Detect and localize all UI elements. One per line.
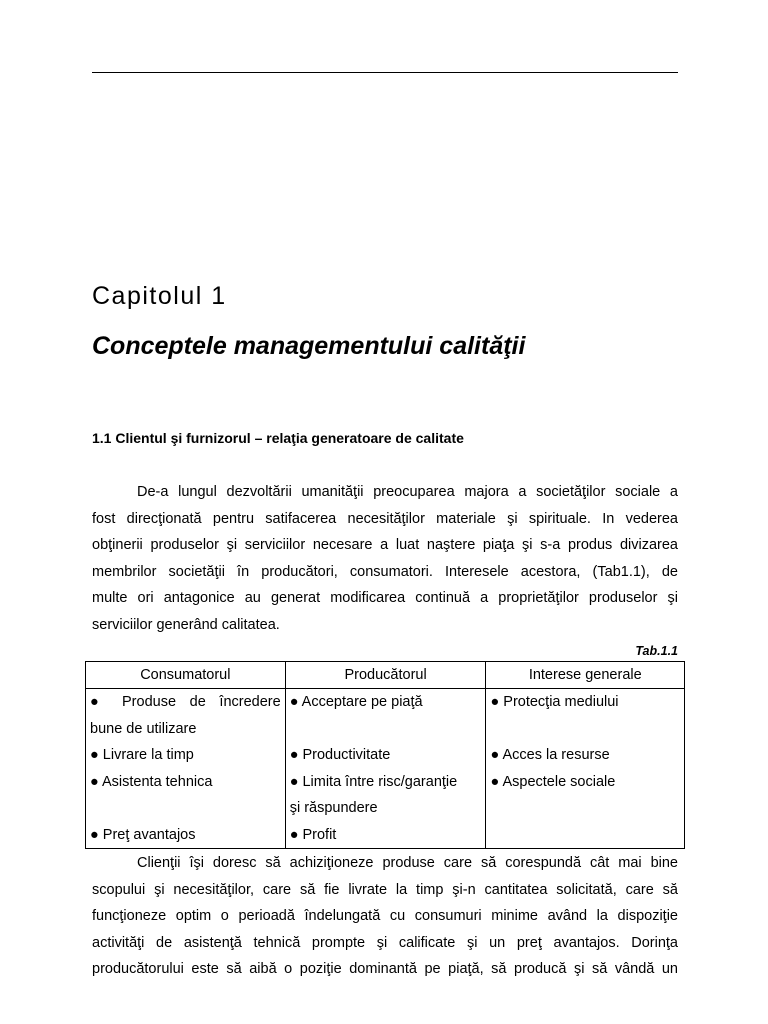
paragraph-line: activităţi de asistenţă tehnică prompte şi calificate şi un preţ avantajos. Dorinţa (92, 934, 678, 951)
paragraph-line: serviciilor generând calitatea. (92, 616, 280, 633)
paragraph-intro (92, 479, 678, 638)
table-item: ● Acces la resurse (490, 747, 610, 763)
column-header-producer: Producătorul (285, 662, 486, 689)
table-item (490, 795, 680, 822)
table-item: ● Produse de încredere (90, 694, 281, 710)
section-heading: 1.1 Clientul şi furnizorul – relaţia generatoare de calitate (92, 430, 464, 446)
table-item: şi răspundere (289, 800, 378, 816)
chapter-label: Capitolul 1 (92, 282, 227, 310)
paragraph-line: producătorului este să aibă o poziţie dominantă pe piaţă, să producă şi să vândă un (92, 961, 678, 977)
general-cell (486, 689, 685, 849)
table-item: ● Livrare la timp (90, 747, 194, 763)
table-row (86, 689, 685, 849)
table-item: ● Preţ avantajos (90, 826, 196, 843)
table-item (290, 716, 482, 743)
table-item: ● Asistenta tehnica (90, 773, 213, 790)
paragraph-line: multe ori antagonice au generat modificarea continuă a proprietăţilor produselor şi (92, 590, 678, 606)
table-item: bune de utilizare (90, 720, 197, 737)
table-item: ● Aspectele sociale (490, 773, 616, 790)
table-item (490, 822, 680, 849)
table-item: ● Profit (289, 826, 337, 843)
paragraph-line: fost direcţionată pentru satifacerea necesităţilor materiale şi spirituale. In vederea (92, 510, 678, 527)
paragraph-line: scopului şi necesităţilor, care să fie livrate la timp şi-n cantitatea solicitată, care să (92, 881, 678, 898)
paragraph-line: De-a lungul dezvoltării umanităţii preocuparea majora a societăţilor sociale a (137, 484, 678, 500)
producer-cell (285, 689, 486, 849)
interests-table (85, 661, 685, 849)
table-header-row (86, 662, 685, 689)
table-caption: Tab.1.1 (635, 644, 678, 658)
chapter-title: Conceptele managementului calităţii (92, 332, 526, 360)
table-item: ● Acceptare pe piaţă (289, 694, 423, 710)
paragraph-line: membrilor societăţii în producători, consumatori. Interesele acestora, (Tab1.1), de (92, 563, 678, 580)
column-header-general: Interese generale (486, 662, 685, 689)
column-header-consumer: Consumatorul (86, 662, 286, 689)
table-item (490, 716, 680, 743)
paragraph-line: obţinerii produselor şi serviciilor necesare a luat naştere piaţa şi s-a produs divizarea (92, 537, 678, 553)
table-item (90, 795, 281, 822)
paragraph-line: Clienţii îşi doresc să achiziţioneze produse care să corespundă cât mai bine (137, 855, 678, 871)
consumer-cell (86, 689, 286, 849)
header-rule (92, 72, 678, 73)
paragraph-clients (92, 850, 678, 983)
table-item: ● Protecţia mediului (490, 694, 619, 710)
paragraph-line: funcţioneze optim o perioadă îndelungată cu consumuri minime având la dispoziţie (92, 908, 678, 924)
table-item: ● Productivitate (289, 747, 391, 763)
table-item: ● Limita între risc/garanţie (289, 773, 458, 790)
